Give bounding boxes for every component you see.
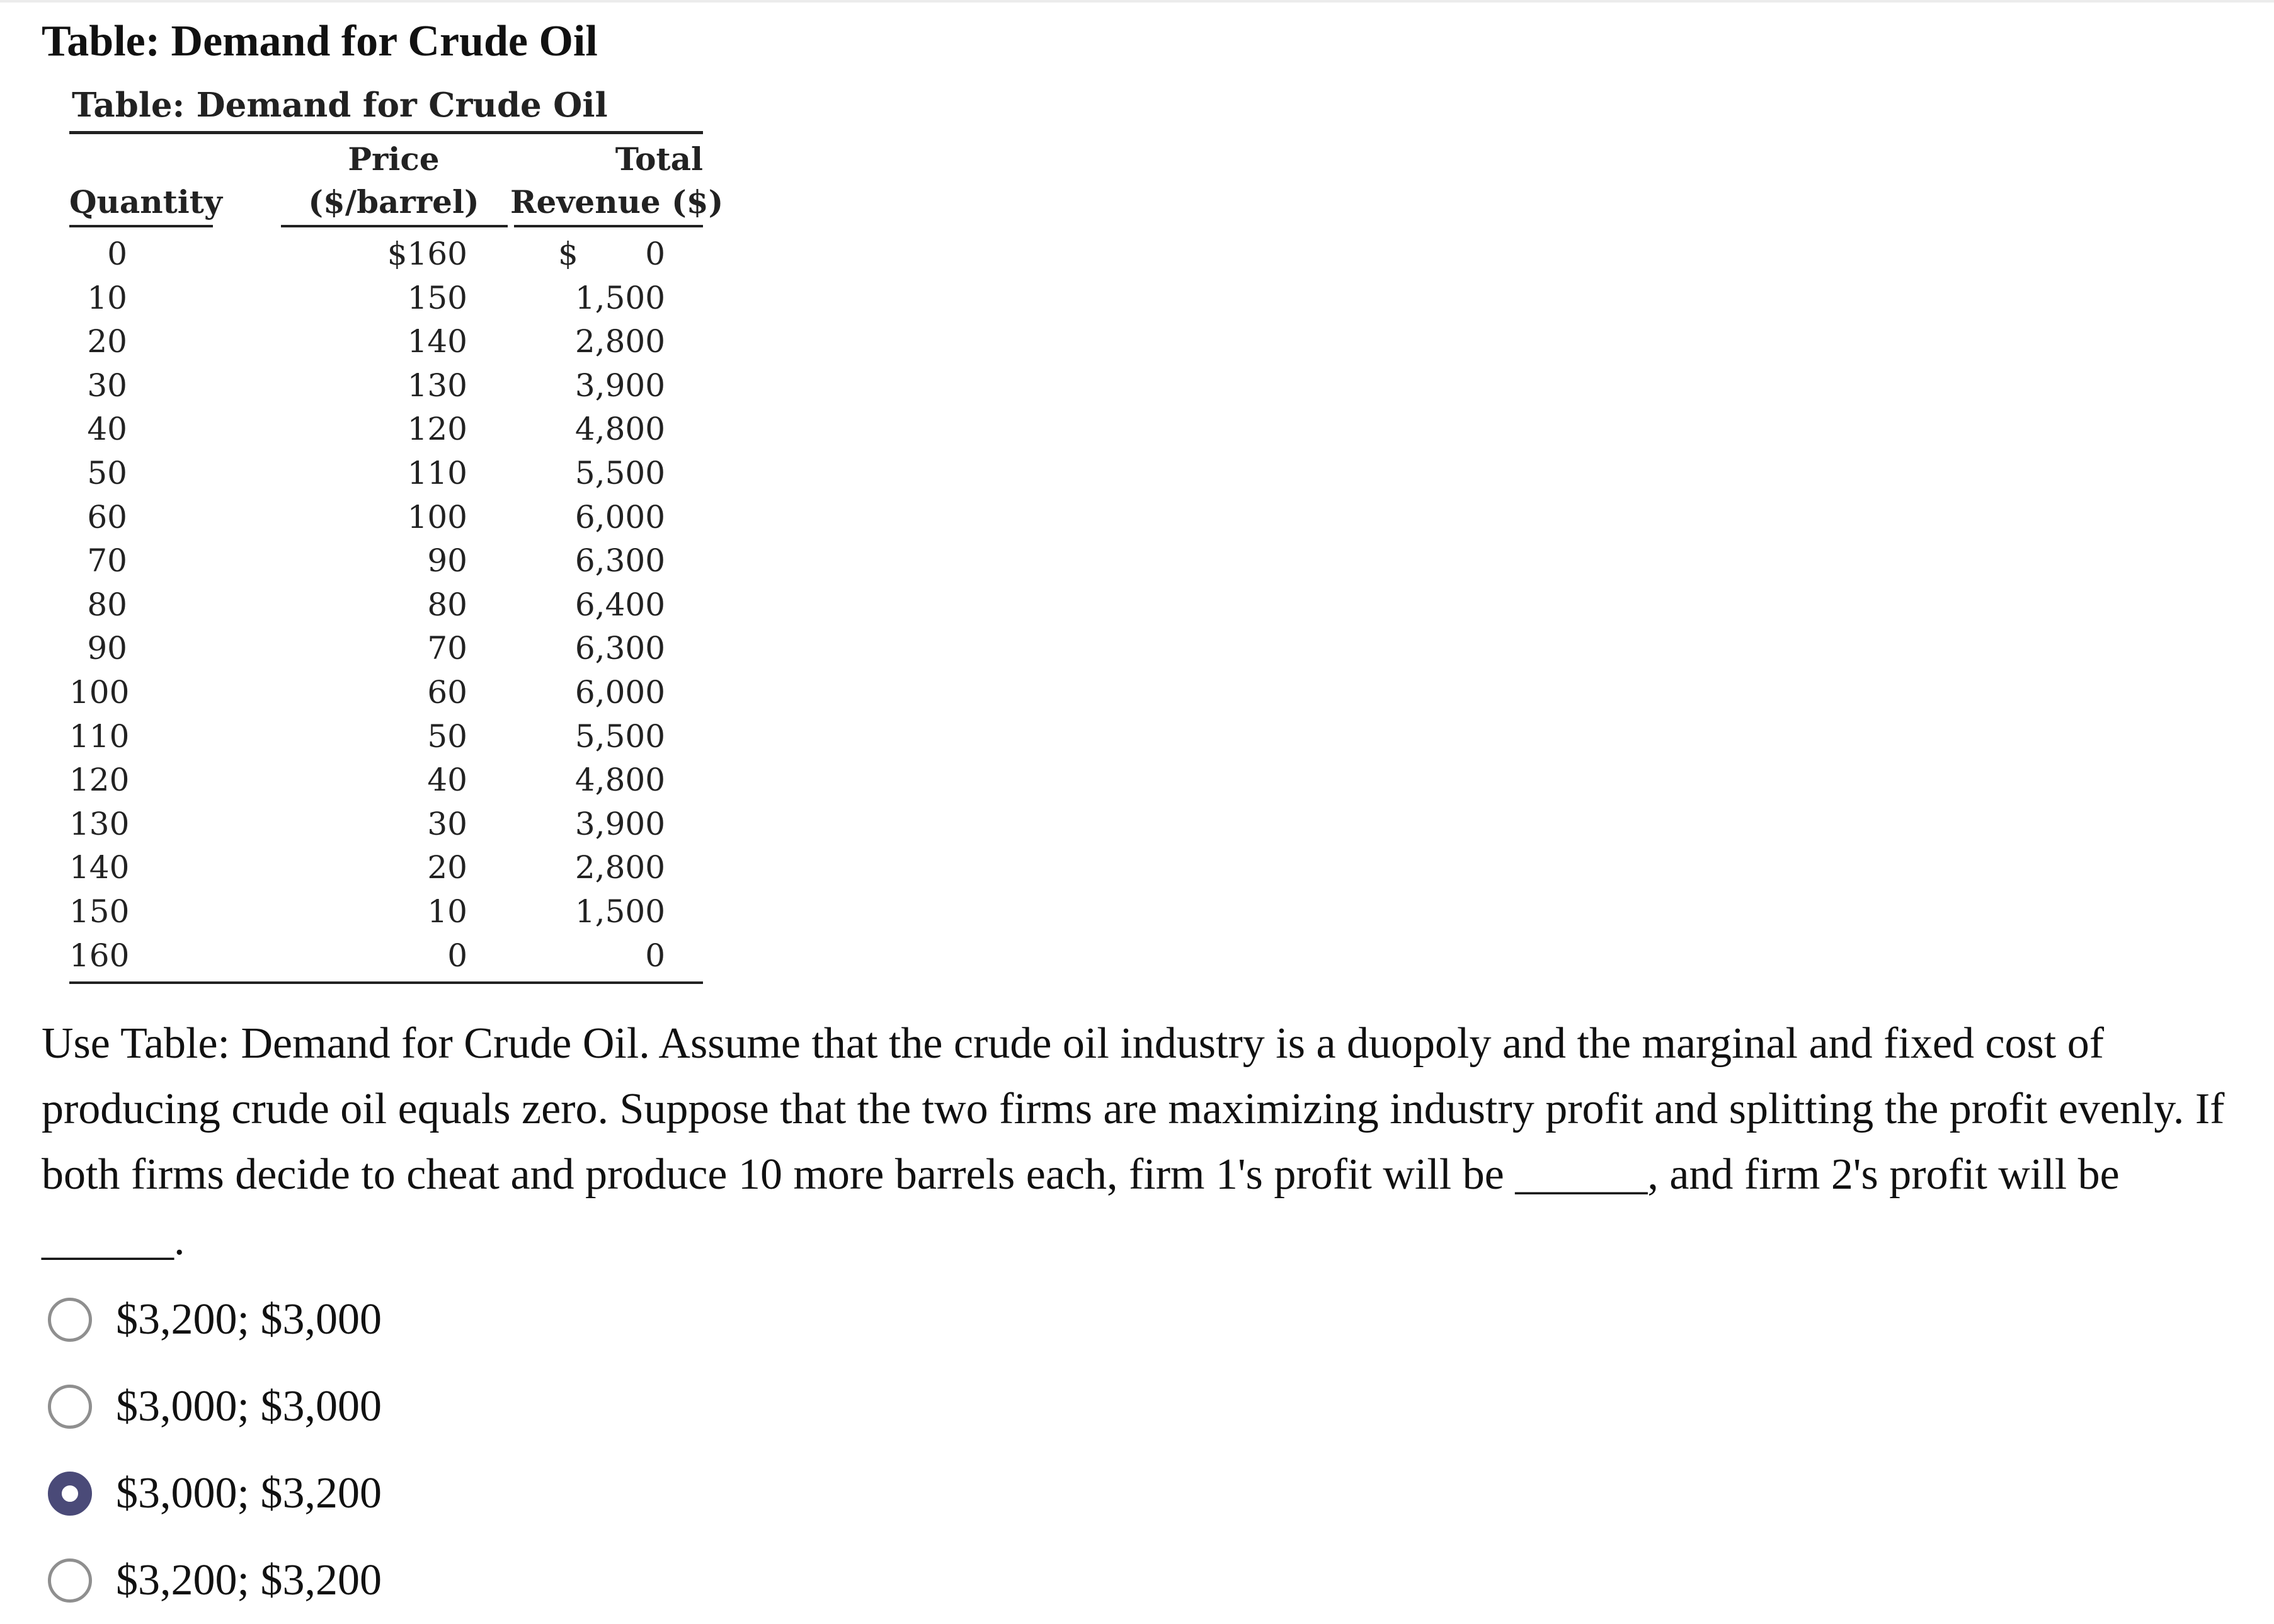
cell-revenue: 2,800: [574, 323, 665, 360]
radio-selected-icon[interactable]: [48, 1472, 92, 1516]
answer-option[interactable]: [48, 1450, 382, 1537]
cell-quantity: 0: [107, 236, 127, 272]
demand-table: [69, 79, 724, 984]
table-row: [69, 364, 703, 408]
cell-quantity: 50: [87, 454, 127, 491]
table-caption: Table: Demand for Crude Oil: [72, 86, 608, 125]
cell-quantity: 100: [69, 673, 130, 711]
cell-revenue: 0: [645, 937, 665, 974]
table-row: [69, 277, 703, 321]
cell-price: 40: [427, 762, 467, 799]
cell-revenue: 3,900: [574, 367, 665, 404]
radio-unselected-icon[interactable]: [48, 1385, 92, 1429]
header-underline-quantity: [69, 225, 213, 227]
cell-revenue: 6,000: [574, 498, 665, 535]
cell-quantity: 40: [87, 411, 127, 448]
column-header-price: [277, 138, 510, 224]
table-row: [69, 758, 703, 803]
cell-revenue: 5,500: [574, 454, 665, 491]
cell-quantity: 160: [69, 937, 130, 974]
cell-price: 100: [407, 498, 467, 535]
cell-revenue: 1,500: [574, 279, 665, 316]
cell-price: 80: [427, 586, 467, 623]
cell-price: $160: [387, 236, 467, 272]
cell-revenue: 6,000: [574, 673, 665, 711]
cell-quantity: 30: [87, 367, 127, 404]
cell-revenue: 6,400: [574, 586, 665, 623]
cell-price: 90: [427, 542, 467, 580]
cell-price: 130: [407, 367, 467, 404]
answer-option-label[interactable]: $3,000; $3,000: [116, 1382, 382, 1431]
cell-price: 70: [427, 630, 467, 667]
cell-quantity: 110: [69, 718, 130, 755]
table-row: [69, 846, 703, 890]
radio-unselected-icon[interactable]: [48, 1298, 92, 1342]
cell-quantity: 150: [69, 893, 130, 930]
cell-revenue: 1,500: [574, 893, 665, 930]
cell-price: 60: [427, 673, 467, 711]
cell-quantity: 60: [87, 498, 127, 535]
cell-revenue: 3,900: [574, 805, 665, 842]
top-divider: [0, 0, 2274, 3]
table-row: [69, 539, 703, 583]
answer-options: [48, 1276, 382, 1624]
cell-price: 50: [427, 718, 467, 755]
table-row: [69, 408, 703, 452]
table-row: [69, 671, 703, 715]
radio-unselected-icon[interactable]: [48, 1558, 92, 1603]
cell-revenue-currency: $: [558, 236, 578, 272]
table-row: [69, 452, 703, 496]
cell-revenue: 0: [645, 236, 665, 272]
table-row: [69, 583, 703, 627]
cell-revenue: 6,300: [574, 542, 665, 580]
answer-option[interactable]: [48, 1276, 382, 1363]
cell-revenue: 2,800: [574, 849, 665, 886]
cell-quantity: 20: [87, 323, 127, 360]
header-underline-price: [281, 225, 508, 227]
cell-quantity: 80: [87, 586, 127, 623]
table-header: [69, 134, 724, 227]
cell-price: 10: [427, 893, 467, 930]
table-row: [69, 496, 703, 540]
table-row: [69, 803, 703, 847]
cell-quantity: 10: [87, 279, 127, 316]
column-header-revenue-line1: Total: [615, 140, 703, 178]
column-header-revenue: [510, 138, 724, 224]
answer-option-label[interactable]: $3,200; $3,000: [116, 1295, 382, 1344]
column-header-price-line2: ($/barrel): [308, 183, 479, 220]
cell-price: 30: [427, 805, 467, 842]
answer-option[interactable]: [48, 1363, 382, 1450]
column-header-price-line1: Price: [348, 140, 440, 178]
question-text: Use Table: Demand for Crude Oil. Assume that the crude oil industry is a duopoly and the marginal and fixed cost of producing crude oil equals zero. Suppose that the two firms are maximizing industry profit and splitting the profit evenly. If both firms decide to cheat and produce 10 more barrels each, firm 1's profit will be ______, and firm 2's profit will be ______.: [42, 1019, 2225, 1264]
cell-revenue: 5,500: [574, 718, 665, 755]
table-row: [69, 320, 703, 364]
cell-revenue: 6,300: [574, 630, 665, 667]
table-row: [69, 890, 703, 934]
cell-quantity: 140: [69, 849, 130, 886]
table-row: [69, 715, 703, 759]
cell-price: 140: [407, 323, 467, 360]
cell-price: 110: [407, 454, 467, 491]
answer-option-label[interactable]: $3,200; $3,200: [116, 1556, 382, 1604]
table-row: [69, 627, 703, 671]
cell-quantity: 90: [87, 630, 127, 667]
cell-price: 20: [427, 849, 467, 886]
cell-price: 120: [407, 411, 467, 448]
column-header-revenue-line2: Revenue ($): [510, 183, 724, 220]
cell-revenue: 4,800: [574, 762, 665, 799]
page-title: Table: Demand for Crude Oil: [42, 17, 598, 66]
column-header-quantity: Quantity: [69, 183, 222, 220]
cell-quantity: 70: [87, 542, 127, 580]
answer-option-label[interactable]: $3,000; $3,200: [116, 1469, 382, 1518]
cell-quantity: 130: [69, 805, 130, 842]
table-bottom-rule: [69, 981, 703, 984]
answer-option[interactable]: [48, 1537, 382, 1624]
cell-price: 0: [447, 937, 467, 974]
header-underline-revenue: [514, 225, 703, 227]
cell-revenue: 4,800: [574, 411, 665, 448]
table-body: [69, 227, 703, 978]
cell-quantity: 120: [69, 762, 130, 799]
cell-price: 150: [407, 279, 467, 316]
table-row: [69, 934, 703, 978]
table-row: [69, 232, 703, 277]
